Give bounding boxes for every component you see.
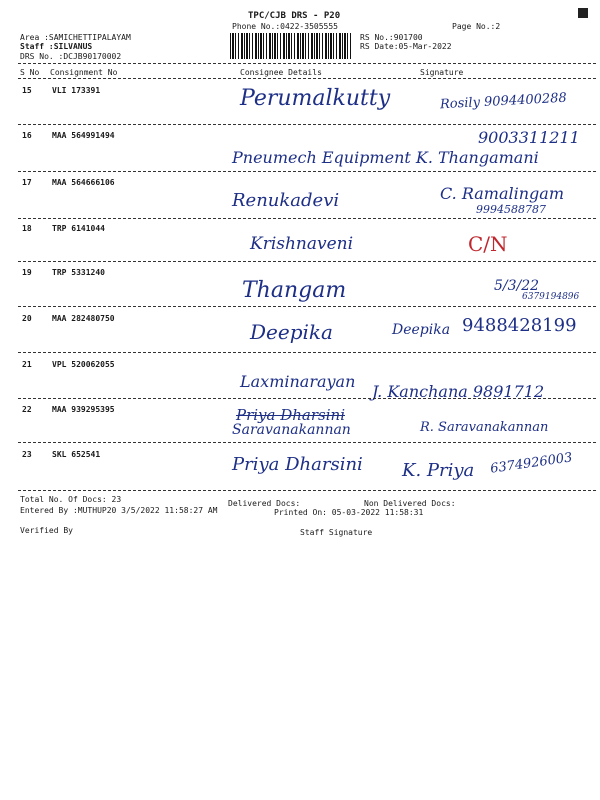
row-consignment: SKL 652541: [52, 450, 101, 459]
delivered-docs: Delivered Docs:: [228, 499, 301, 508]
handwritten-consignee: Krishnaveni: [250, 234, 354, 254]
row-sno: 19: [22, 268, 32, 277]
handwritten-consignee: Laxminarayan: [240, 372, 356, 391]
handwritten-phone: 6379194896: [522, 292, 580, 302]
total-docs: Total No. Of Docs: 23: [20, 495, 122, 504]
handwritten-signature: R. Saravanakannan: [420, 420, 549, 435]
entered-by: Entered By :MUTHUP20 3/5/2022 11:58:27 AM: [20, 506, 218, 515]
handwritten-consignee: Priya Dharsini: [232, 454, 363, 475]
handwritten-consignee: Thangam: [242, 278, 347, 303]
phone-number: Phone No.:0422-3505555: [232, 22, 338, 31]
row-sno: 22: [22, 405, 32, 414]
scan-mark: [578, 8, 588, 18]
handwritten-phone: 9994588787: [476, 203, 546, 216]
row-consignment: MAA 282480750: [52, 314, 115, 323]
row-consignment: TRP 6141044: [52, 224, 105, 233]
row-sno: 15: [22, 86, 32, 95]
staff-signature: Staff Signature: [300, 528, 373, 537]
page-number: Page No.:2: [452, 22, 501, 31]
barcode: [230, 33, 352, 59]
row-divider: [18, 398, 596, 399]
handwritten-signature: K. Priya: [402, 460, 475, 481]
handwritten-remark: C/N: [468, 232, 508, 256]
handwritten-consignee: Deepika: [250, 320, 333, 344]
col-signature: Signature: [420, 68, 464, 77]
rs-date: RS Date:05-Mar-2022: [360, 42, 452, 51]
col-consignee: Consignee Details: [240, 68, 322, 77]
header-divider: [18, 63, 596, 64]
row-sno: 16: [22, 131, 32, 140]
row-consignment: MAA 564991494: [52, 131, 115, 140]
row-consignment: MAA 564666106: [52, 178, 115, 187]
handwritten-date: 5/3/22: [494, 278, 540, 294]
columns-divider: [18, 78, 596, 79]
row-consignment: TRP 5331240: [52, 268, 105, 277]
row-consignment: VLI 173391: [52, 86, 101, 95]
drs-number: DRS No. :DCJB90170002: [20, 52, 122, 61]
document-title: TPC/CJB DRS - P20: [248, 11, 341, 21]
row-divider: [18, 352, 596, 353]
row-divider: [18, 218, 596, 219]
handwritten-phone: 6374926003: [489, 450, 574, 477]
area-label: Area :SAMICHETTIPALAYAM: [20, 33, 131, 42]
row-sno: 23: [22, 450, 32, 459]
row-divider: [18, 261, 596, 262]
row-divider: [18, 171, 596, 172]
row-divider: [18, 124, 596, 125]
handwritten-phone: 9488428199: [462, 315, 577, 336]
row-consignment: VPL 520062055: [52, 360, 115, 369]
row-sno: 18: [22, 224, 32, 233]
col-sno: S No: [20, 68, 40, 77]
row-sno: 17: [22, 178, 32, 187]
row-consignment: MAA 939295395: [52, 405, 115, 414]
handwritten-phone: 9003311211: [478, 128, 580, 147]
handwritten-signature: C. Ramalingam: [440, 184, 564, 203]
staff-label: Staff :SILVANUS: [20, 42, 93, 51]
row-divider: [18, 306, 596, 307]
handwritten-signature: Rosily 9094400288: [439, 90, 568, 113]
row-sno: 20: [22, 314, 32, 323]
col-consignment: Consignment No: [50, 68, 118, 77]
printed-on: Printed On: 05-03-2022 11:58:31: [274, 508, 424, 517]
row-divider: [18, 442, 596, 443]
table-bottom-divider: [18, 490, 596, 491]
handwritten-consignee: Perumalkutty: [240, 86, 391, 111]
handwritten-consignee: Renukadevi: [232, 190, 340, 211]
row-sno: 21: [22, 360, 32, 369]
handwritten-signature: Deepika: [392, 322, 451, 338]
handwritten-consignee-struck: Priya Dharsini: [236, 406, 345, 424]
rs-number: RS No.:901700: [360, 33, 423, 42]
verified-by: Verified By: [20, 526, 73, 535]
handwritten-consignee: Saravanakannan: [232, 422, 351, 438]
handwritten-consignee: Pneumech Equipment K. Thangamani: [232, 148, 539, 167]
non-delivered-docs: Non Delivered Docs:: [364, 499, 456, 508]
handwritten-signature: J. Kanchana 9891712: [372, 382, 545, 401]
